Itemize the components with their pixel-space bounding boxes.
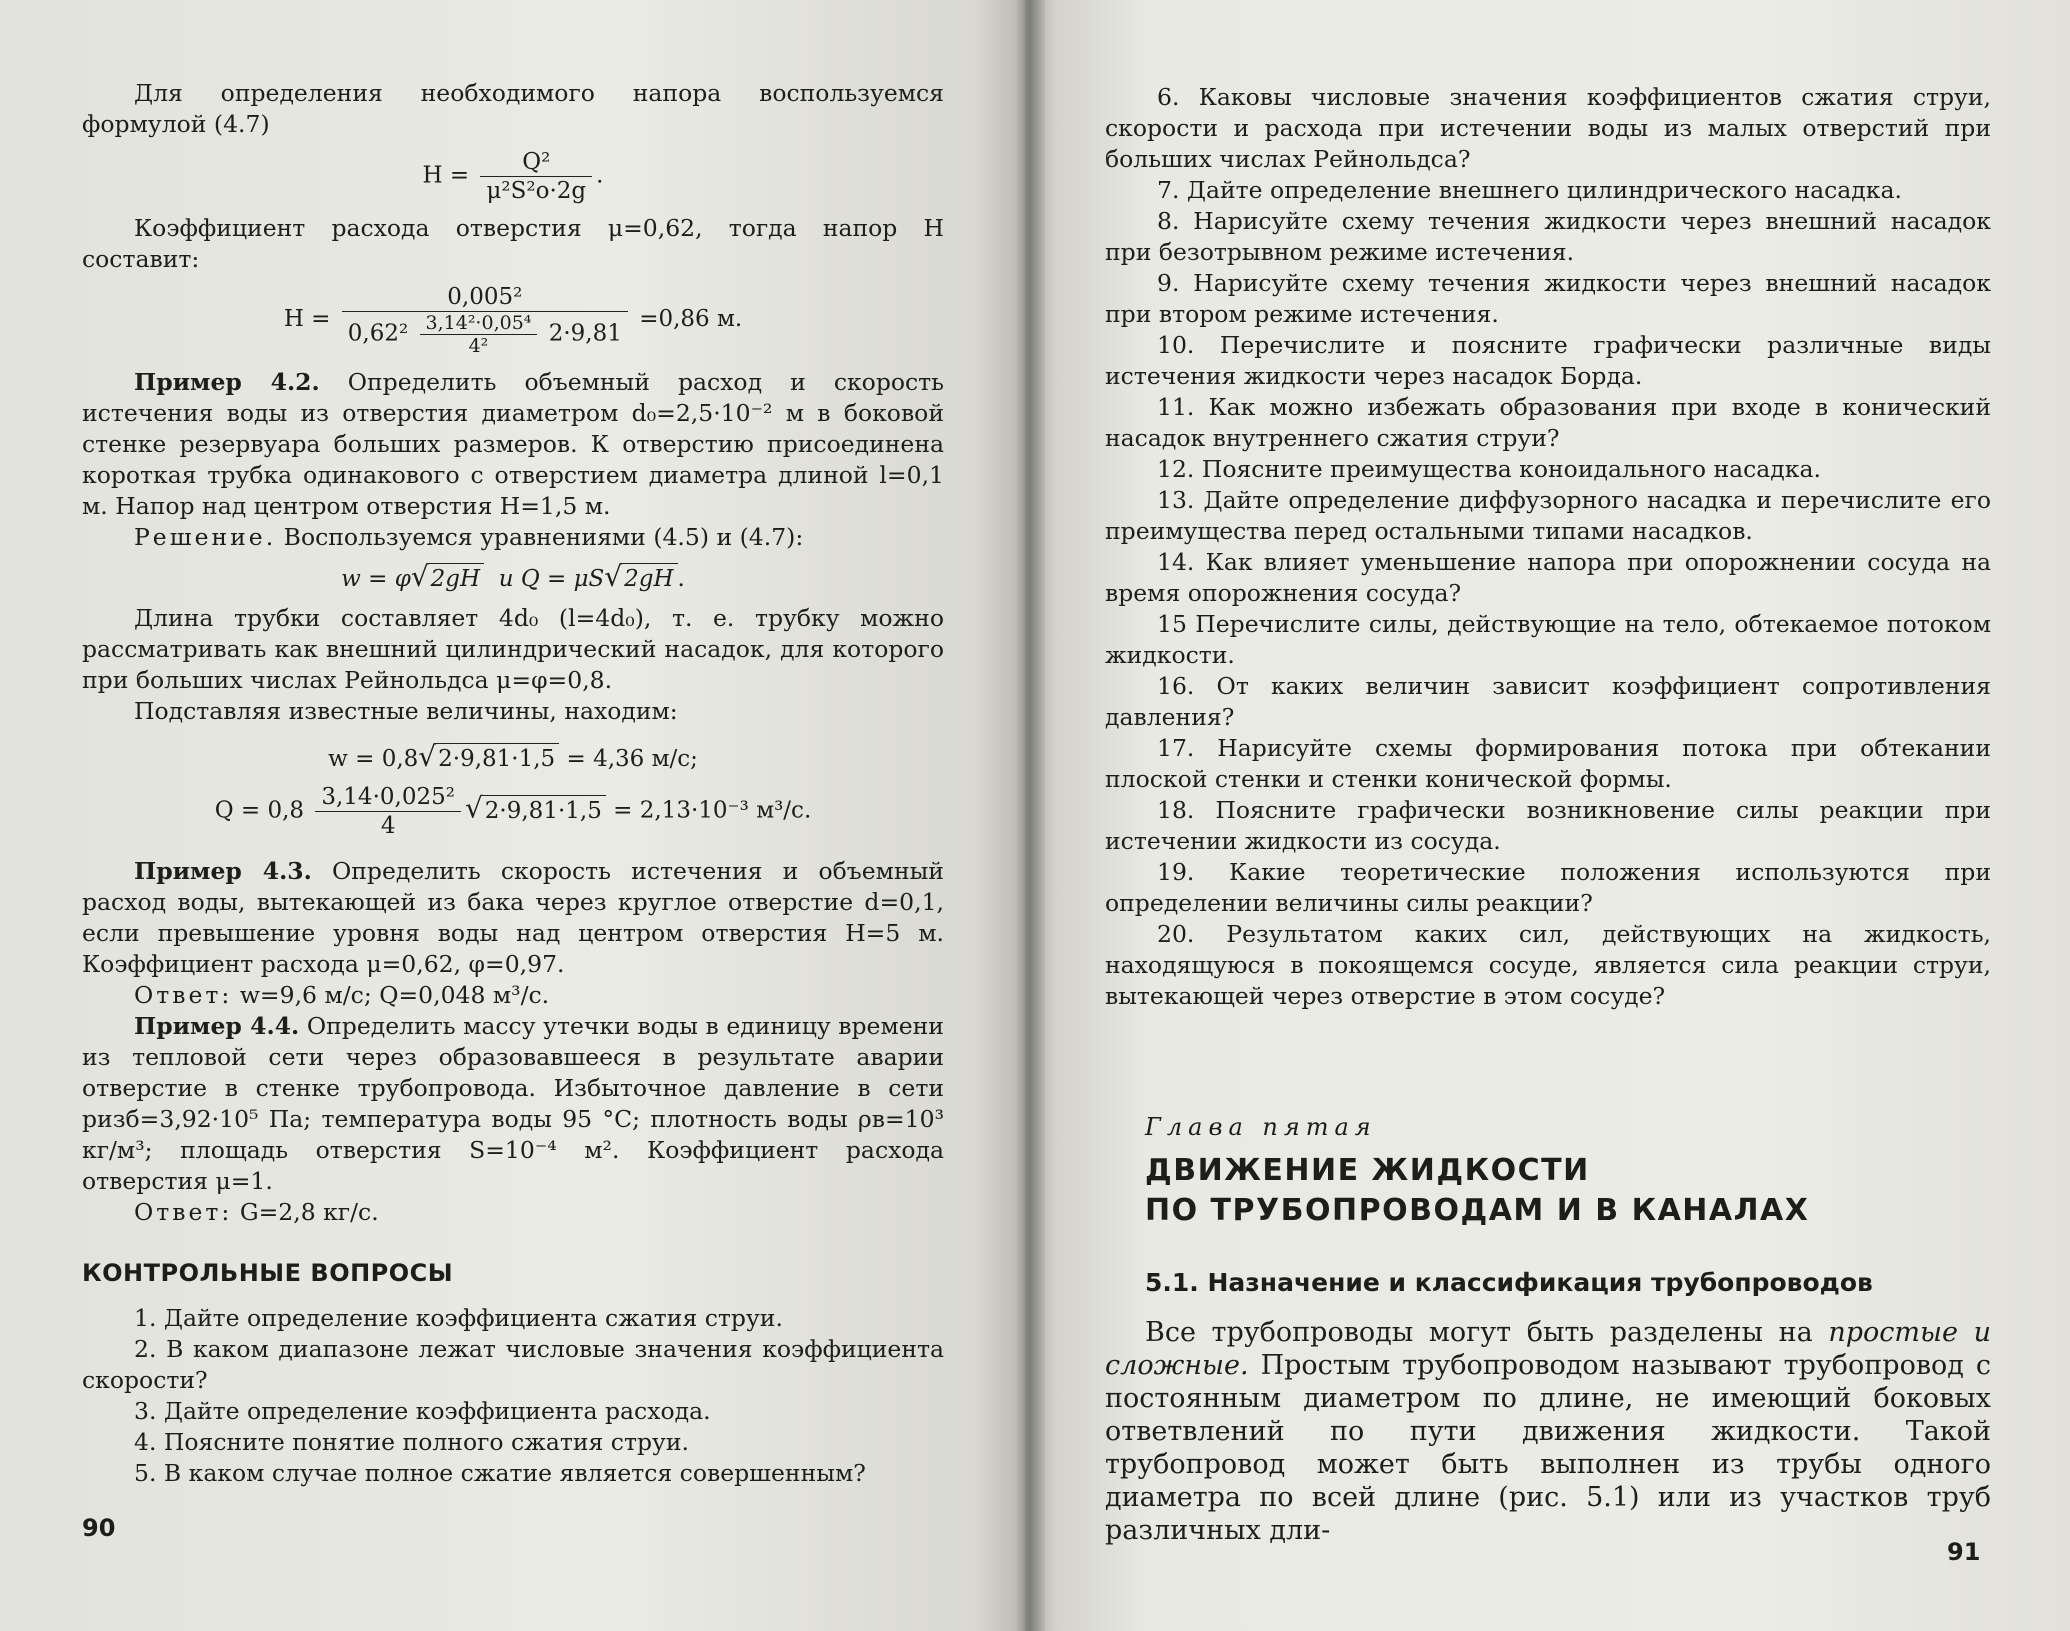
example-label: Пример 4.3.	[134, 857, 312, 885]
fraction-numerator: 0,005²	[342, 283, 628, 312]
section-title: КОНТРОЛЬНЫЕ ВОПРОСЫ	[82, 1259, 454, 1287]
question-item: 17. Нарисуйте схемы формирования потока при обтекании плоской стенки и стенки конической формы.	[1105, 734, 1991, 793]
inner-numerator: 3,14²·0,05⁴	[420, 312, 538, 335]
sqrt-content: 2gH	[427, 563, 484, 595]
page-number-right: 91	[1947, 1538, 1981, 1566]
example-label: Пример 4.2.	[134, 368, 320, 396]
right-page	[1025, 0, 2070, 1631]
answer-label: Ответ:	[134, 981, 233, 1009]
question-item: 20. Результатом каких сил, действующих на жидкость, находящуюся в покоящемся сосуде, является сила реакции струи, вытекающей через отверстие в этом сосуде?	[1105, 920, 1991, 1010]
answer-text: w=9,6 м/с; Q=0,048 м³/с.	[239, 981, 550, 1009]
question-item: 18. Поясните графически возникновение силы реакции при истечении жидкости из сосуда.	[1105, 796, 1991, 855]
formula-lhs: Q = 0,8	[214, 797, 305, 824]
body-paragraph	[1105, 1316, 1991, 1547]
question-item: 13. Дайте определение диффузорного насадка и перечислите его преимущества перед остальными типами насадков.	[1105, 486, 1991, 545]
denominator-suffix: 2·9,81	[548, 320, 622, 347]
formula-tail: .	[677, 566, 685, 592]
example-4-4	[82, 1011, 944, 1197]
question-item: 6. Каковы числовые значения коэффициентов сжатия струи, скорости и расхода при истечении воды из малых отверстий при больших числах Рейнольдса?	[1105, 83, 1991, 173]
formula-result: = 2,13·10⁻³ м³/с.	[613, 797, 812, 824]
answer-4-4	[82, 1197, 944, 1228]
question-item: 14. Как влияет уменьшение напора при опорожнении сосуда на время опорожнения сосуда?	[1105, 548, 1991, 607]
answer-label: Ответ:	[134, 1198, 233, 1226]
formula-velocity-flow	[82, 561, 944, 595]
formula-flow-value	[82, 783, 944, 840]
formula-tail: .	[596, 162, 604, 189]
fraction-numerator: Q²	[480, 148, 592, 177]
book-gutter	[1015, 0, 1045, 1631]
question-item: 16. От каких величин зависит коэффициент сопротивления давления?	[1105, 672, 1991, 731]
substitution-paragraph: Подставляя известные величины, находим:	[134, 697, 678, 725]
body-text: Простым трубопроводом называют трубопровод с постоянным диаметром по длине, не имеющий боковых ответвлений по пути движения жидкости. Такой трубопровод может быть выполнен из трубы одного диаметра по всей длине (рис. 5.1) или из участков труб различных дли-	[1105, 1350, 1992, 1546]
sqrt-content: 2·9,81·1,5	[481, 795, 606, 827]
sqrt-content: 2gH	[620, 563, 677, 595]
body-italic-text: простые и сложные.	[1105, 1317, 1991, 1381]
formula-fraction	[342, 283, 628, 357]
question-item: 9. Нарисуйте схему течения жидкости через внешний насадок при втором режиме истечения.	[1105, 269, 1991, 328]
formula-fraction	[480, 148, 592, 205]
question-item: 2. В каком диапазоне лежат числовые значения коэффициента скорости?	[82, 1335, 944, 1394]
formula-velocity-value	[82, 741, 944, 775]
right-page-column	[1105, 82, 1991, 1547]
chapter-title-line-1: ДВИЖЕНИЕ ЖИДКОСТИ	[1145, 1153, 1590, 1188]
fraction-denominator: 4	[380, 813, 396, 839]
formula-head	[82, 148, 944, 205]
formula-fraction	[315, 783, 461, 840]
left-page	[0, 0, 1025, 1631]
question-item: 3. Дайте определение коэффициента расхода.	[134, 1397, 711, 1425]
left-page-column	[82, 78, 944, 1489]
intro-paragraph: Для определения необходимого напора воспользуемся формулой (4.7)	[82, 79, 944, 138]
formula-part: w = φ	[341, 566, 411, 592]
question-item: 4. Поясните понятие полного сжатия струи.	[134, 1428, 689, 1456]
sqrt-icon: √	[464, 791, 483, 825]
question-item: 11. Как можно избежать образования при входе в конический насадок внутреннего сжатия струи?	[1105, 393, 1991, 452]
tube-paragraph: Длина трубки составляет 4d₀ (l=4d₀), т. е. трубку можно рассматривать как внешний цилиндрический насадок, для которого при больших числах Рейнольдса μ=φ=0,8.	[82, 604, 944, 694]
sqrt-icon: √	[410, 560, 429, 593]
question-item: 12. Поясните преимущества коноидального насадка.	[1157, 455, 1821, 483]
formula-result: =0,86 м.	[639, 306, 743, 332]
example-text: Определить скорость истечения и объемный расход воды, вытекающей из бака через круглое отверстие d=0,1, если превышение уровня воды над центром отверстия H=5 м. Коэффициент расхода μ=0,62, φ=0,97.	[82, 857, 944, 978]
question-item: 5. В каком случае полное сжатие является совершенным?	[134, 1459, 866, 1487]
formula-result: = 4,36 м/с;	[566, 746, 698, 772]
chapter-title-line-2: ПО ТРУБОПРОВОДАМ И В КАНАЛАХ	[1145, 1193, 1810, 1228]
chapter-label: Глава пятая	[1145, 1113, 1377, 1141]
question-item: 8. Нарисуйте схему течения жидкости через внешний насадок при безотрывном режиме истечения.	[1105, 207, 1991, 266]
solution-text: Воспользуемся уравнениями (4.5) и (4.7):	[283, 523, 804, 551]
example-text: Определить объемный расход и скорость истечения воды из отверстия диаметром d₀=2,5·10⁻² м в боковой стенке резервуара больших размеров. К отверстию присоединена короткая трубка одинакового с отверстием диаметра длиной l=0,1 м. Напор над центром отверстия H=1,5 м.	[82, 368, 944, 520]
page-number-left: 90	[82, 1514, 116, 1542]
question-item: 10. Перечислите и поясните графически различные виды истечения жидкости через насадок Борда.	[1105, 331, 1991, 390]
sqrt-icon: √	[418, 740, 437, 773]
example-label: Пример 4.4.	[134, 1012, 300, 1040]
sqrt-content: 2·9,81·1,5	[434, 743, 559, 775]
inner-denominator: 4²	[468, 335, 489, 357]
solution-paragraph	[82, 522, 944, 553]
question-item: 1. Дайте определение коэффициента сжатия струи.	[134, 1304, 783, 1332]
coefficient-paragraph: Коэффициент расхода отверстия μ=0,62, тогда напор H составит:	[82, 214, 944, 273]
question-item: 15 Перечислите силы, действующие на тело, обтекаемое потоком жидкости.	[1105, 610, 1991, 669]
answer-text: G=2,8 кг/с.	[239, 1198, 379, 1226]
denominator-prefix: 0,62²	[347, 320, 409, 347]
formula-head-value	[82, 283, 944, 357]
example-4-2	[82, 367, 944, 522]
formula-lhs: H =	[422, 162, 470, 189]
question-item: 7. Дайте определение внешнего цилиндрического насадка.	[1157, 176, 1902, 204]
sqrt-icon: √	[604, 560, 623, 593]
inner-fraction	[420, 312, 538, 357]
answer-4-3	[82, 980, 944, 1011]
body-text: Все трубопроводы могут быть разделены на	[1145, 1317, 1813, 1348]
formula-part: и Q = μS	[498, 566, 605, 592]
example-4-3	[82, 856, 944, 980]
formula-lhs: H =	[283, 306, 331, 332]
fraction-numerator: 3,14·0,025²	[315, 783, 461, 812]
solution-label: Решение.	[134, 523, 277, 551]
question-item: 19. Какие теоретические положения используются при определении величины силы реакции?	[1105, 858, 1991, 917]
subsection-title: 5.1. Назначение и классификация трубопроводов	[1145, 1268, 1873, 1297]
formula-lhs: w = 0,8	[328, 746, 419, 772]
example-text: Определить массу утечки воды в единицу времени из тепловой сети через образовавшееся в результате аварии отверстие в стенке трубопровода. Избыточное давление в сети pизб=3,92·10⁵ Па; температура воды 95 °С; плотность воды ρв=10³ кг/м³; площадь отверстия S=10⁻⁴ м². Коэффициент расхода отверстия μ=1.	[82, 1012, 944, 1195]
fraction-denominator: μ²S²о·2g	[486, 178, 587, 204]
fraction-denominator	[342, 312, 628, 357]
